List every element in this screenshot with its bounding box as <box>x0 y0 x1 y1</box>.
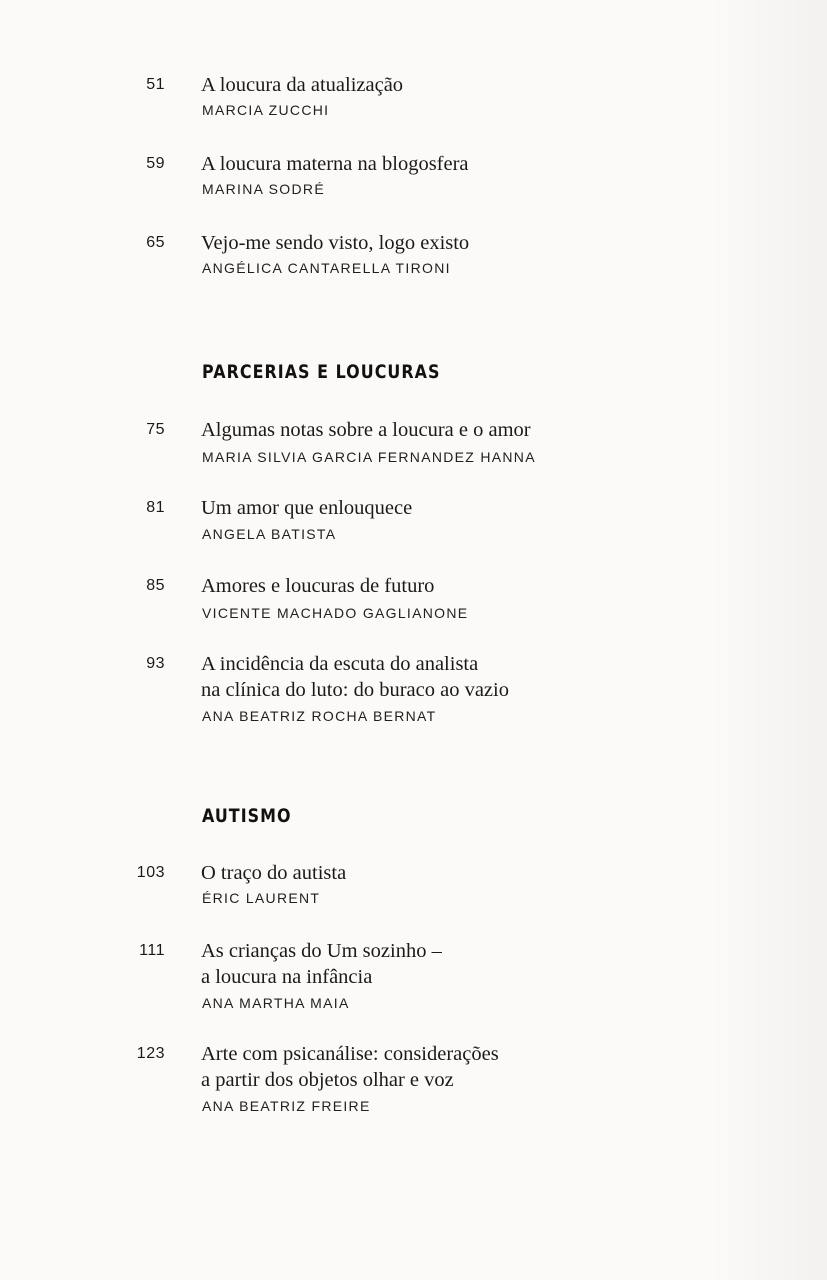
entry-author: MARINA SODRÉ <box>202 181 325 197</box>
entry-author: MARIA SILVIA GARCIA FERNANDEZ HANNA <box>202 449 536 465</box>
page-number: 81 <box>146 499 165 516</box>
entry-author: ANA MARTHA MAIA <box>202 995 350 1011</box>
entry-author: ÉRIC LAURENT <box>202 890 321 906</box>
page-number: 111 <box>139 942 165 959</box>
entry-author: ANA BEATRIZ ROCHA BERNAT <box>202 708 437 724</box>
page-number: 103 <box>136 864 165 881</box>
entry-title: A loucura materna na blogosfera <box>201 153 469 175</box>
entry-author: MARCIA ZUCCHI <box>202 102 330 118</box>
entry-title: Um amor que enlouquece <box>201 497 413 519</box>
entry-title-line-2: a loucura na infância <box>201 966 373 988</box>
section-heading: PARCERIAS E LOUCURAS <box>202 362 441 383</box>
entry-title: Algumas notas sobre a loucura e o amor <box>201 419 531 441</box>
page-number: 51 <box>146 76 165 93</box>
entry-title: Vejo-me sendo visto, logo existo <box>201 232 470 254</box>
entry-title-line-2: na clínica do luto: do buraco ao vazio <box>201 679 509 701</box>
entry-author: ANA BEATRIZ FREIRE <box>202 1098 371 1114</box>
page-number: 93 <box>146 655 165 672</box>
entry-author: VICENTE MACHADO GAGLIANONE <box>202 605 469 621</box>
entry-title-line-2: a partir dos objetos olhar e voz <box>201 1069 454 1091</box>
page-number: 85 <box>146 577 165 594</box>
section-heading: AUTISMO <box>202 806 292 827</box>
page-number: 65 <box>146 234 165 251</box>
entry-title: A loucura da atualização <box>201 74 404 96</box>
page-number: 75 <box>146 421 165 438</box>
entry-author: ANGÉLICA CANTARELLA TIRONI <box>202 260 451 276</box>
page-number: 123 <box>136 1045 165 1062</box>
entry-title: Amores e loucuras de futuro <box>201 575 435 597</box>
page-number: 59 <box>146 155 165 172</box>
entry-author: ANGELA BATISTA <box>202 526 337 542</box>
entry-title: O traço do autista <box>201 862 347 884</box>
page-edge-shadow <box>707 0 827 1280</box>
entry-title: A incidência da escuta do analista <box>201 653 479 675</box>
entry-title: Arte com psicanálise: considerações <box>201 1043 499 1065</box>
entry-title: As crianças do Um sozinho – <box>201 940 442 962</box>
